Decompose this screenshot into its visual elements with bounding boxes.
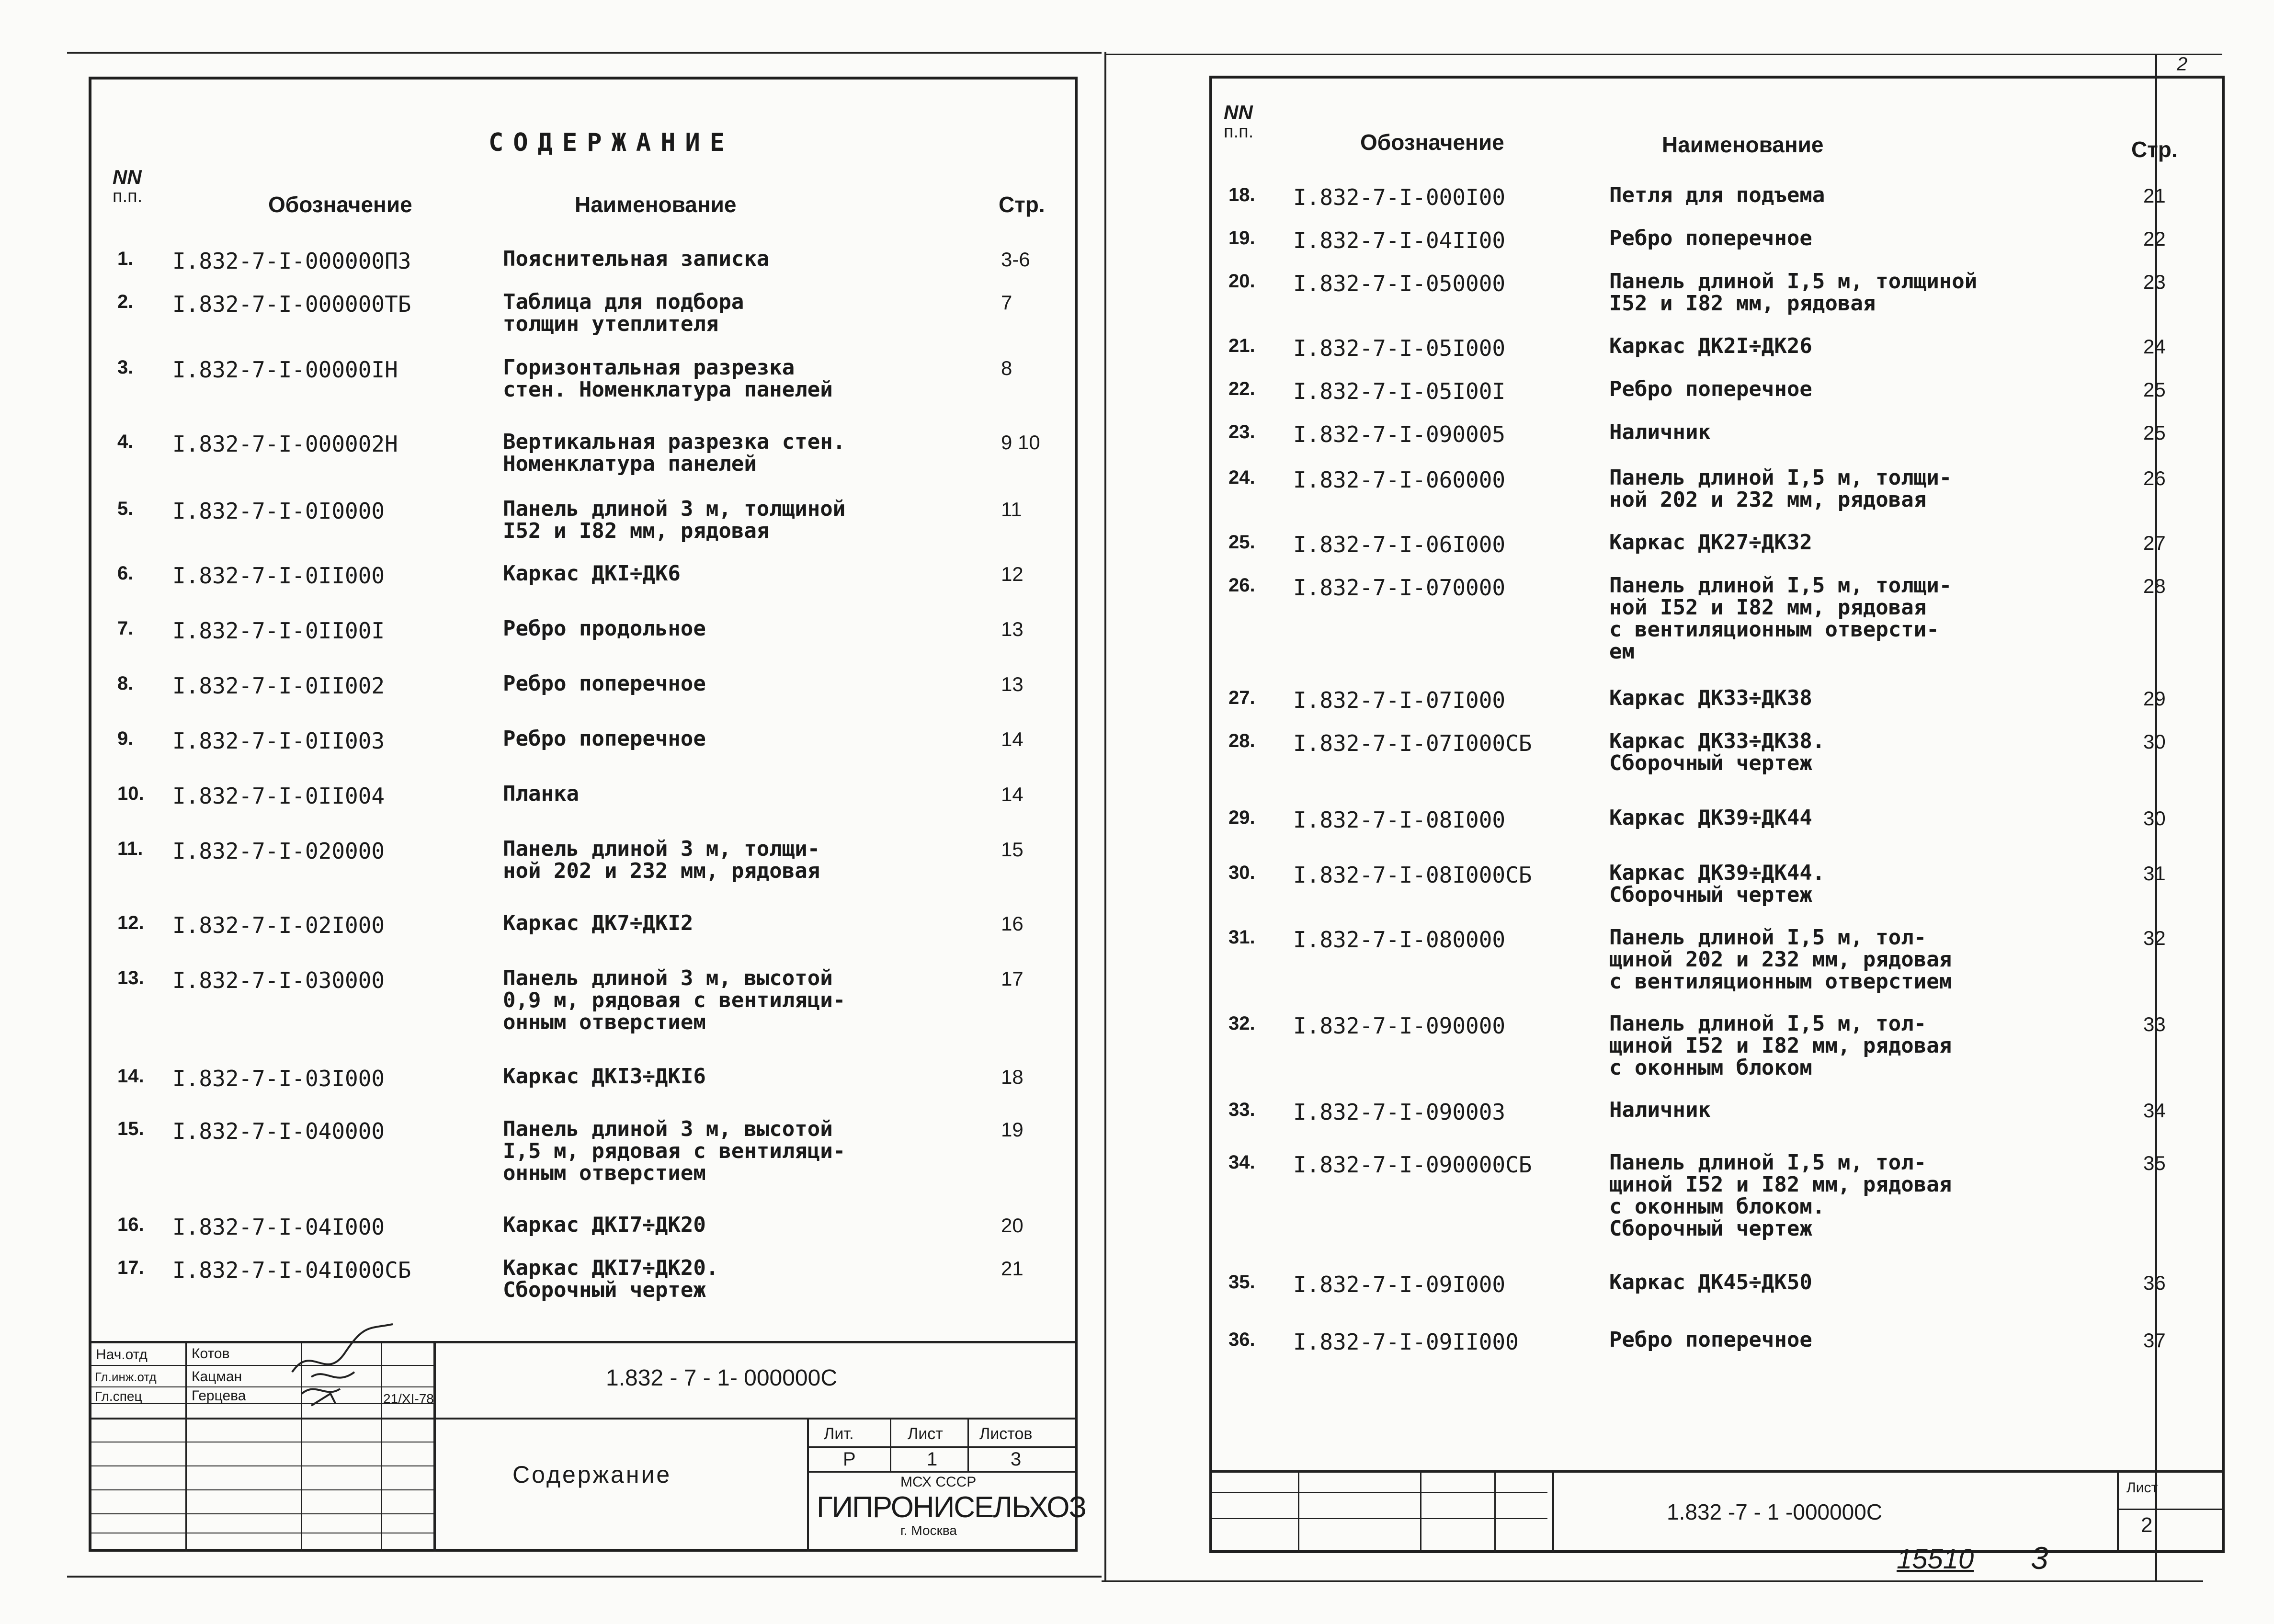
row-number: 30. <box>1228 862 1255 883</box>
row-number: 13. <box>117 967 144 988</box>
row-page: 33 <box>2143 1013 2166 1035</box>
list-value: 1 <box>927 1449 938 1470</box>
row-designation: I.832-7-I-090000СБ <box>1293 1152 1532 1178</box>
row-number: 4. <box>117 431 134 452</box>
row-number: 6. <box>117 563 134 584</box>
row-title: Каркас ДКI7÷ДК20 <box>503 1213 706 1237</box>
stamp-person-3: Герцева <box>192 1388 246 1404</box>
row-page: 30 <box>2143 807 2166 829</box>
listov-value: 3 <box>1011 1449 1022 1470</box>
row-designation: I.832-7-I-0I0000 <box>172 498 385 524</box>
row-number: 35. <box>1228 1272 1255 1293</box>
row-number: 1. <box>117 248 134 269</box>
row-title: Панель длиной I,5 м, тол- щиной 202 и 232 мм, рядовая с вентиляционным отверстием <box>1609 925 1952 994</box>
row-page: 32 <box>2143 927 2166 949</box>
row-number: 24. <box>1228 467 1255 488</box>
row-page: 37 <box>2143 1329 2166 1351</box>
row-designation: I.832-7-I-04I000 <box>172 1214 385 1240</box>
list-label: Лист <box>908 1425 943 1443</box>
row-title: Каркас ДКI3÷ДКI6 <box>503 1064 706 1089</box>
row-page: 3-6 <box>1001 248 1030 271</box>
row-title: Панель длиной I,5 м, толщи- ной 202 и 232 мм, рядовая <box>1609 466 1952 512</box>
header-nn: NN п.п. <box>113 166 143 206</box>
row-designation: I.832-7-I-000002Н <box>172 431 398 457</box>
row-number: 27. <box>1228 687 1255 708</box>
stamp-person-2: Кацман <box>192 1369 242 1385</box>
row-designation: I.832-7-I-0II003 <box>172 728 385 754</box>
row-designation: I.832-7-I-09I000 <box>1293 1272 1506 1297</box>
row-number: 14. <box>117 1066 144 1087</box>
row-designation: I.832-7-I-090003 <box>1293 1099 1506 1125</box>
row-number: 18. <box>1228 184 1255 205</box>
row-designation: I.832-7-I-050000 <box>1293 271 1506 296</box>
sheet-number-top: 2 <box>2177 54 2188 75</box>
header-nn-right: NN п.п. <box>1224 101 1254 142</box>
row-page: 7 <box>1001 291 1012 314</box>
row-title: Ребро поперечное <box>1609 226 1812 250</box>
row-number: 5. <box>117 498 134 519</box>
row-page: 19 <box>1001 1118 1023 1141</box>
row-designation: I.832-7-I-0II004 <box>172 783 385 809</box>
row-title: Панель длиной I,5 м, толщи- ной I52 и I82 мм, рядовая с вентиляционным отверсти- ем <box>1609 573 1952 664</box>
row-number: 3. <box>117 357 134 378</box>
row-number: 22. <box>1228 378 1255 399</box>
row-designation: I.832-7-I-090000 <box>1293 1013 1506 1039</box>
row-number: 34. <box>1228 1152 1255 1173</box>
stamp-role-3: Гл.спец <box>95 1389 142 1404</box>
row-page: 34 <box>2143 1099 2166 1122</box>
row-page: 20 <box>1001 1214 1023 1237</box>
row-number: 16. <box>117 1214 144 1235</box>
row-page: 26 <box>2143 467 2166 489</box>
header-code: Обозначение <box>268 192 412 217</box>
doc-code-right: 1.832 -7 - 1 -000000С <box>1667 1499 1883 1524</box>
row-designation: I.832-7-I-08I000 <box>1293 807 1506 833</box>
row-title: Ребро поперечное <box>503 671 706 696</box>
row-title: Панель длиной 3 м, высотой 0,9 м, рядовая с вентиляци- онным отверстием <box>503 966 846 1034</box>
row-page: 21 <box>1001 1257 1023 1280</box>
row-number: 23. <box>1228 421 1255 443</box>
row-number: 19. <box>1228 227 1255 249</box>
row-page: 13 <box>1001 673 1023 695</box>
row-title: Каркас ДК45÷ДК50 <box>1609 1270 1812 1295</box>
row-designation: I.832-7-I-040000 <box>172 1118 385 1144</box>
header-page-right: Стр. <box>2131 137 2178 162</box>
row-number: 15. <box>117 1118 144 1139</box>
row-page: 15 <box>1001 838 1023 861</box>
row-page: 17 <box>1001 967 1023 990</box>
row-number: 32. <box>1228 1013 1255 1034</box>
row-title: Каркас ДК2I÷ДК26 <box>1609 334 1812 358</box>
sheet-title: Содержание <box>512 1461 672 1488</box>
row-designation: I.832-7-I-080000 <box>1293 927 1506 953</box>
row-designation: I.832-7-I-04I000СБ <box>172 1257 411 1283</box>
row-title: Каркас ДКI7÷ДК20. Сборочный чертеж <box>503 1256 719 1302</box>
row-designation: I.832-7-I-020000 <box>172 838 385 864</box>
row-title: Панель длиной 3 м, толщи- ной 202 и 232 мм, рядовая <box>503 837 820 883</box>
row-title: Горизонтальная разрезка стен. Номенклатура панелей <box>503 355 833 402</box>
row-title: Наличник <box>1609 420 1711 444</box>
row-designation: I.832-7-I-09II000 <box>1293 1329 1519 1355</box>
row-number: 31. <box>1228 927 1255 948</box>
row-title: Каркас ДК7÷ДКI2 <box>503 911 694 935</box>
doc-code-left: 1.832 - 7 - 1- 000000С <box>606 1365 837 1391</box>
row-page: 21 <box>2143 184 2166 207</box>
row-page: 23 <box>2143 271 2166 293</box>
row-title: Каркас ДК39÷ДК44. Сборочный чертеж <box>1609 861 1825 907</box>
stamp-date: 21/XI-78 <box>383 1391 434 1406</box>
row-title: Наличник <box>1609 1098 1711 1122</box>
row-number: 33. <box>1228 1099 1255 1120</box>
row-number: 20. <box>1228 271 1255 292</box>
row-title: Ребро поперечное <box>1609 377 1812 401</box>
row-designation: I.832-7-I-000000ПЗ <box>172 248 411 274</box>
list-value-right: 2 <box>2141 1513 2153 1537</box>
row-number: 26. <box>1228 575 1255 596</box>
row-page: 14 <box>1001 728 1023 750</box>
row-title: Панель длиной I,5 м, толщиной I52 и I82 мм, рядовая <box>1609 269 1978 316</box>
row-title: Каркас ДКI÷ДК6 <box>503 561 681 586</box>
row-page: 9 10 <box>1001 431 1040 454</box>
row-title: Ребро поперечное <box>1609 1328 1812 1352</box>
row-title: Панель длиной 3 м, высотой I,5 м, рядовая с вентиляци- онным отверстием <box>503 1117 846 1185</box>
row-designation: I.832-7-I-06I000 <box>1293 532 1506 557</box>
org-name: ГИПРОНИСЕЛЬХОЗ <box>817 1491 1086 1524</box>
page-title: СОДЕРЖАНИЕ <box>489 128 735 157</box>
row-number: 8. <box>117 673 134 694</box>
row-designation: I.832-7-I-00000IН <box>172 357 398 383</box>
row-designation: I.832-7-I-04II00 <box>1293 227 1506 253</box>
row-number: 28. <box>1228 730 1255 751</box>
archive-sheet: 3 <box>2031 1540 2048 1576</box>
row-designation: I.832-7-I-060000 <box>1293 467 1506 493</box>
row-designation: I.832-7-I-07I000СБ <box>1293 730 1532 756</box>
row-number: 21. <box>1228 335 1255 356</box>
row-designation: I.832-7-I-0II000 <box>172 563 385 589</box>
row-designation: I.832-7-I-000000ТБ <box>172 291 411 317</box>
row-title: Панель длиной I,5 м, тол- щиной I52 и I82 мм, рядовая с оконным блоком <box>1609 1011 1952 1080</box>
row-number: 25. <box>1228 532 1255 553</box>
row-designation: I.832-7-I-08I000СБ <box>1293 862 1532 888</box>
row-title: Петля для подъема <box>1609 183 1825 207</box>
row-designation: I.832-7-I-070000 <box>1293 575 1506 601</box>
lit-value: Р <box>843 1449 856 1470</box>
row-page: 12 <box>1001 563 1023 585</box>
row-page: 35 <box>2143 1152 2166 1174</box>
row-number: 2. <box>117 291 134 312</box>
row-title: Пояснительная записка <box>503 247 770 271</box>
row-page: 14 <box>1001 783 1023 806</box>
row-designation: I.832-7-I-07I000 <box>1293 687 1506 713</box>
row-title: Ребро поперечное <box>503 727 706 751</box>
row-title: Таблица для подбора толщин утеплителя <box>503 290 744 336</box>
row-number: 9. <box>117 728 134 749</box>
row-designation: I.832-7-I-030000 <box>172 967 385 993</box>
row-designation: I.832-7-I-090005 <box>1293 421 1506 447</box>
row-page: 24 <box>2143 335 2166 358</box>
row-page: 18 <box>1001 1066 1023 1088</box>
row-designation: I.832-7-I-02I000 <box>172 912 385 938</box>
row-designation: I.832-7-I-0II002 <box>172 673 385 699</box>
archive-number: 15510 <box>1897 1544 1974 1575</box>
row-page: 28 <box>2143 575 2166 597</box>
row-title: Каркас ДК39÷ДК44 <box>1609 806 1812 830</box>
row-designation: I.832-7-I-05I000 <box>1293 335 1506 361</box>
row-title: Каркас ДК33÷ДК38. Сборочный чертеж <box>1609 729 1825 775</box>
row-page: 13 <box>1001 618 1023 640</box>
row-title: Каркас ДК27÷ДК32 <box>1609 530 1812 555</box>
row-number: 29. <box>1228 807 1255 828</box>
row-page: 8 <box>1001 357 1012 379</box>
row-page: 25 <box>2143 378 2166 401</box>
lit-label: Лит. <box>824 1425 854 1443</box>
listov-label: Листов <box>979 1425 1033 1443</box>
header-page: Стр. <box>999 192 1045 217</box>
row-number: 36. <box>1228 1329 1255 1350</box>
header-name-right: Наименование <box>1662 132 1824 157</box>
row-title: Каркас ДК33÷ДК38 <box>1609 686 1812 710</box>
stamp-role-1: Нач.отд <box>96 1347 148 1363</box>
row-designation: I.832-7-I-000I00 <box>1293 184 1506 210</box>
row-page: 25 <box>2143 421 2166 444</box>
row-designation: I.832-7-I-0II00I <box>172 618 385 644</box>
row-page: 22 <box>2143 227 2166 250</box>
stamp-role-2: Гл.инж.отд <box>95 1370 157 1384</box>
row-page: 16 <box>1001 912 1023 935</box>
row-number: 7. <box>117 618 134 639</box>
row-designation: I.832-7-I-05I00I <box>1293 378 1506 404</box>
row-page: 11 <box>1001 498 1022 521</box>
row-number: 12. <box>117 912 144 933</box>
row-page: 31 <box>2143 862 2166 885</box>
row-title: Панель длиной 3 м, толщиной I52 и I82 мм, рядовая <box>503 497 846 543</box>
list-label-right: Лист <box>2126 1480 2158 1496</box>
row-page: 27 <box>2143 532 2166 554</box>
row-number: 10. <box>117 783 144 804</box>
row-page: 29 <box>2143 687 2166 710</box>
row-title: Ребро продольное <box>503 616 706 641</box>
row-designation: I.832-7-I-03I000 <box>172 1066 385 1091</box>
header-name: Наименование <box>575 192 737 217</box>
row-title: Планка <box>503 782 579 806</box>
org-ministry: МСХ СССР <box>900 1474 977 1490</box>
org-city: г. Москва <box>900 1523 957 1538</box>
stamp-person-1: Котов <box>192 1346 230 1362</box>
row-number: 11. <box>117 838 143 859</box>
row-title: Вертикальная разрезка стен. Номенклатура панелей <box>503 430 846 476</box>
row-page: 30 <box>2143 730 2166 753</box>
row-title: Панель длиной I,5 м, тол- щиной I52 и I82 мм, рядовая с оконным блоком. Сборочный чертеж <box>1609 1150 1952 1241</box>
row-number: 17. <box>117 1257 144 1278</box>
header-code-right: Обозначение <box>1360 130 1504 155</box>
row-page: 36 <box>2143 1272 2166 1294</box>
